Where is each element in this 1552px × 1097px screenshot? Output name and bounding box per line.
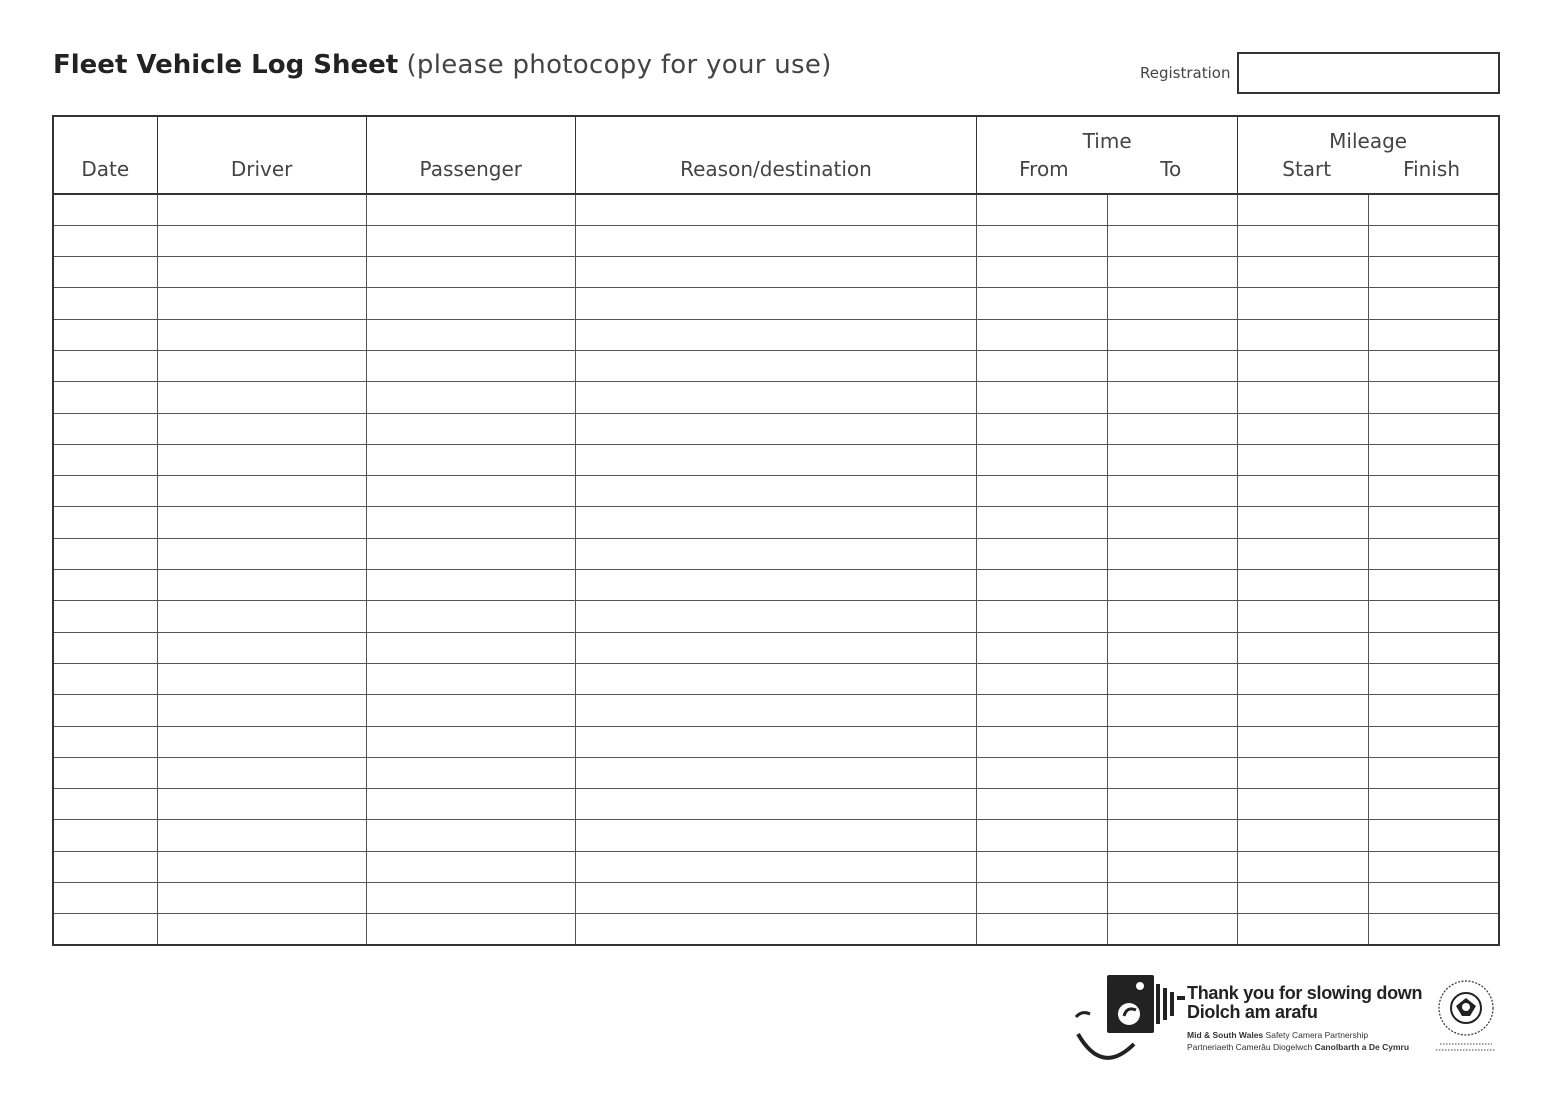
cell-time-from[interactable] — [977, 257, 1108, 288]
cell-driver[interactable] — [157, 382, 366, 413]
cell-mileage-finish[interactable] — [1368, 257, 1499, 288]
cell-mileage-finish[interactable] — [1368, 538, 1499, 569]
table-row — [53, 319, 1499, 350]
cell-driver[interactable] — [157, 883, 366, 914]
cell-mileage-start[interactable] — [1238, 444, 1369, 475]
table-row — [53, 476, 1499, 507]
cell-passenger[interactable] — [366, 476, 575, 507]
cell-date[interactable] — [53, 194, 157, 225]
mileage-finish-label: Finish — [1403, 157, 1460, 181]
cell-time-to[interactable] — [1107, 789, 1238, 820]
table-row — [53, 225, 1499, 256]
table-row — [53, 757, 1499, 788]
cell-time-from[interactable] — [977, 382, 1108, 413]
cell-date[interactable] — [53, 601, 157, 632]
cell-passenger[interactable] — [366, 695, 575, 726]
cell-reason[interactable] — [575, 476, 976, 507]
cell-date[interactable] — [53, 444, 157, 475]
cell-reason[interactable] — [575, 695, 976, 726]
cell-mileage-start[interactable] — [1238, 413, 1369, 444]
cell-passenger[interactable] — [366, 570, 575, 601]
camera-lens — [1118, 1003, 1140, 1025]
cell-mileage-finish[interactable] — [1368, 789, 1499, 820]
cell-driver[interactable] — [157, 757, 366, 788]
cell-date[interactable] — [53, 476, 157, 507]
cell-reason[interactable] — [575, 382, 976, 413]
cell-mileage-start[interactable] — [1238, 851, 1369, 882]
cell-passenger[interactable] — [366, 820, 575, 851]
cell-passenger[interactable] — [366, 507, 575, 538]
cell-mileage-finish[interactable] — [1368, 350, 1499, 381]
cell-mileage-start[interactable] — [1238, 789, 1369, 820]
table-row — [53, 695, 1499, 726]
thanks-en: Thank you for slowing down — [1187, 983, 1423, 1003]
cell-time-from[interactable] — [977, 319, 1108, 350]
cell-mileage-finish[interactable] — [1368, 695, 1499, 726]
cell-driver[interactable] — [157, 413, 366, 444]
cell-time-to[interactable] — [1107, 413, 1238, 444]
cell-mileage-finish[interactable] — [1368, 601, 1499, 632]
cell-reason[interactable] — [575, 350, 976, 381]
col-mileage — [1238, 116, 1499, 194]
cell-reason[interactable] — [575, 601, 976, 632]
mileage-start-label: Start — [1282, 157, 1332, 181]
cell-passenger[interactable] — [366, 319, 575, 350]
table-row — [53, 350, 1499, 381]
cell-passenger[interactable] — [366, 789, 575, 820]
cell-reason[interactable] — [575, 883, 976, 914]
cell-mileage-finish[interactable] — [1368, 570, 1499, 601]
table-row — [53, 883, 1499, 914]
cell-date[interactable] — [53, 883, 157, 914]
table-row — [53, 851, 1499, 882]
table-row — [53, 288, 1499, 319]
cell-passenger[interactable] — [366, 883, 575, 914]
cell-reason[interactable] — [575, 820, 976, 851]
cell-passenger[interactable] — [366, 350, 575, 381]
cell-time-from[interactable] — [977, 726, 1108, 757]
table-row — [53, 382, 1499, 413]
cell-mileage-start[interactable] — [1238, 601, 1369, 632]
cell-date[interactable] — [53, 413, 157, 444]
cell-time-from[interactable] — [977, 507, 1108, 538]
cell-time-from[interactable] — [977, 444, 1108, 475]
cell-driver[interactable] — [157, 476, 366, 507]
cell-mileage-start[interactable] — [1238, 476, 1369, 507]
cell-mileage-finish[interactable] — [1368, 288, 1499, 319]
table-row — [53, 257, 1499, 288]
smile-mouth — [1078, 1034, 1134, 1058]
cell-driver[interactable] — [157, 194, 366, 225]
cell-mileage-start[interactable] — [1238, 663, 1369, 694]
cell-mileage-start[interactable] — [1238, 726, 1369, 757]
cell-time-from[interactable] — [977, 789, 1108, 820]
cell-reason[interactable] — [575, 413, 976, 444]
cell-mileage-finish[interactable] — [1368, 757, 1499, 788]
title-subtitle: (please photocopy for your use) — [406, 50, 832, 80]
cell-time-to[interactable] — [1107, 695, 1238, 726]
log-body — [53, 194, 1499, 945]
cell-driver[interactable] — [157, 257, 366, 288]
cell-mileage-start[interactable] — [1238, 350, 1369, 381]
thanks-message — [1187, 984, 1422, 1022]
cell-time-to[interactable] — [1107, 538, 1238, 569]
cell-driver[interactable] — [157, 695, 366, 726]
cell-passenger[interactable] — [366, 225, 575, 256]
cell-time-to[interactable] — [1107, 350, 1238, 381]
cell-mileage-start[interactable] — [1238, 695, 1369, 726]
cell-mileage-start[interactable] — [1238, 288, 1369, 319]
cell-time-from[interactable] — [977, 851, 1108, 882]
table-row — [53, 789, 1499, 820]
cell-mileage-finish[interactable] — [1368, 413, 1499, 444]
cell-time-to[interactable] — [1107, 288, 1238, 319]
cell-driver[interactable] — [157, 914, 366, 945]
cell-driver[interactable] — [157, 570, 366, 601]
partner-cy: Partneriaeth Camerâu Diogelwch Canolbarth a De Cymru — [1187, 1042, 1410, 1052]
cell-reason[interactable] — [575, 757, 976, 788]
cell-reason[interactable] — [575, 538, 976, 569]
time-to-label: To — [1160, 157, 1182, 181]
cell-passenger[interactable] — [366, 601, 575, 632]
cell-mileage-start[interactable] — [1238, 538, 1369, 569]
cell-time-to[interactable] — [1107, 632, 1238, 663]
cell-time-from[interactable] — [977, 413, 1108, 444]
cell-mileage-start[interactable] — [1238, 757, 1369, 788]
table-row — [53, 413, 1499, 444]
cell-passenger[interactable] — [366, 663, 575, 694]
cell-mileage-finish[interactable] — [1368, 507, 1499, 538]
cell-date[interactable] — [53, 257, 157, 288]
cell-driver[interactable] — [157, 632, 366, 663]
cell-mileage-finish[interactable] — [1368, 726, 1499, 757]
cell-time-from[interactable] — [977, 820, 1108, 851]
cell-driver[interactable] — [157, 288, 366, 319]
table-row — [53, 507, 1499, 538]
cell-mileage-start[interactable] — [1238, 319, 1369, 350]
cell-time-to[interactable] — [1107, 663, 1238, 694]
cell-mileage-finish[interactable] — [1368, 225, 1499, 256]
cell-reason[interactable] — [575, 789, 976, 820]
cell-mileage-finish[interactable] — [1368, 914, 1499, 945]
col-passenger: Passenger — [366, 116, 575, 194]
table-row — [53, 632, 1499, 663]
cell-passenger[interactable] — [366, 757, 575, 788]
cell-mileage-start[interactable] — [1238, 382, 1369, 413]
cell-driver[interactable] — [157, 820, 366, 851]
cell-passenger[interactable] — [366, 538, 575, 569]
cell-reason[interactable] — [575, 851, 976, 882]
cell-reason[interactable] — [575, 225, 976, 256]
table-row — [53, 601, 1499, 632]
cell-time-to[interactable] — [1107, 726, 1238, 757]
cell-mileage-start[interactable] — [1238, 914, 1369, 945]
table-row — [53, 820, 1499, 851]
cell-date[interactable] — [53, 570, 157, 601]
cell-time-to[interactable] — [1107, 851, 1238, 882]
cell-driver[interactable] — [157, 444, 366, 475]
title-bold: Fleet Vehicle Log Sheet — [53, 50, 399, 80]
table-row — [53, 663, 1499, 694]
cell-driver[interactable] — [157, 601, 366, 632]
cell-mileage-start[interactable] — [1238, 225, 1369, 256]
cell-date[interactable] — [53, 632, 157, 663]
cell-time-to[interactable] — [1107, 883, 1238, 914]
cell-date[interactable] — [53, 663, 157, 694]
cell-mileage-start[interactable] — [1238, 507, 1369, 538]
cell-driver[interactable] — [157, 538, 366, 569]
col-time — [977, 116, 1238, 194]
cell-reason[interactable] — [575, 914, 976, 945]
cell-mileage-finish[interactable] — [1368, 632, 1499, 663]
cell-time-from[interactable] — [977, 570, 1108, 601]
cell-date[interactable] — [53, 695, 157, 726]
cell-mileage-finish[interactable] — [1368, 194, 1499, 225]
partnership-seal-icon — [1430, 976, 1502, 1054]
cell-time-to[interactable] — [1107, 319, 1238, 350]
cell-time-to[interactable] — [1107, 257, 1238, 288]
cell-time-from[interactable] — [977, 663, 1108, 694]
table-row — [53, 538, 1499, 569]
cell-mileage-start[interactable] — [1238, 194, 1369, 225]
cell-passenger[interactable] — [366, 632, 575, 663]
cell-driver[interactable] — [157, 663, 366, 694]
cell-date[interactable] — [53, 851, 157, 882]
col-driver: Driver — [157, 116, 366, 194]
camera-flash — [1135, 981, 1145, 991]
cell-time-to[interactable] — [1107, 476, 1238, 507]
cell-date[interactable] — [53, 288, 157, 319]
cell-reason[interactable] — [575, 288, 976, 319]
cell-driver[interactable] — [157, 726, 366, 757]
cell-mileage-start[interactable] — [1238, 570, 1369, 601]
col-reason: Reason/destination — [575, 116, 976, 194]
cell-time-from[interactable] — [977, 288, 1108, 319]
cell-passenger[interactable] — [366, 257, 575, 288]
cell-reason[interactable] — [575, 444, 976, 475]
cell-time-from[interactable] — [977, 194, 1108, 225]
cell-time-from[interactable] — [977, 695, 1108, 726]
cell-reason[interactable] — [575, 663, 976, 694]
cell-mileage-finish[interactable] — [1368, 444, 1499, 475]
cell-passenger[interactable] — [366, 444, 575, 475]
col-date: Date — [53, 116, 157, 194]
table-row — [53, 194, 1499, 225]
cell-time-from[interactable] — [977, 914, 1108, 945]
cell-driver[interactable] — [157, 319, 366, 350]
cell-time-to[interactable] — [1107, 507, 1238, 538]
cell-time-from[interactable] — [977, 350, 1108, 381]
cell-time-from[interactable] — [977, 476, 1108, 507]
log-table — [52, 115, 1500, 946]
mileage-label: Mileage — [1329, 129, 1408, 153]
cell-date[interactable] — [53, 382, 157, 413]
cell-date[interactable] — [53, 820, 157, 851]
cell-passenger[interactable] — [366, 851, 575, 882]
cell-time-from[interactable] — [977, 632, 1108, 663]
cell-mileage-finish[interactable] — [1368, 851, 1499, 882]
cell-time-from[interactable] — [977, 538, 1108, 569]
header-row — [53, 116, 1499, 194]
cell-time-from[interactable] — [977, 757, 1108, 788]
cell-time-to[interactable] — [1107, 601, 1238, 632]
cell-passenger[interactable] — [366, 288, 575, 319]
cell-reason[interactable] — [575, 257, 976, 288]
cell-mileage-finish[interactable] — [1368, 382, 1499, 413]
table-row — [53, 914, 1499, 945]
cell-mileage-start[interactable] — [1238, 883, 1369, 914]
thanks-cy: Diolch am arafu — [1187, 1002, 1318, 1022]
registration-field[interactable] — [1237, 52, 1500, 94]
cell-date[interactable] — [53, 757, 157, 788]
table-row — [53, 726, 1499, 757]
cell-mileage-finish[interactable] — [1368, 820, 1499, 851]
cell-driver[interactable] — [157, 350, 366, 381]
cell-date[interactable] — [53, 789, 157, 820]
page-title — [53, 50, 832, 80]
cell-date[interactable] — [53, 350, 157, 381]
cell-date[interactable] — [53, 914, 157, 945]
time-from-label: From — [1019, 157, 1069, 181]
smile-eye-left — [1076, 1013, 1090, 1017]
cell-reason[interactable] — [575, 726, 976, 757]
registration-label: Registration — [1140, 64, 1231, 82]
cell-reason[interactable] — [575, 632, 976, 663]
cell-mileage-finish[interactable] — [1368, 883, 1499, 914]
cell-passenger[interactable] — [366, 726, 575, 757]
cell-reason[interactable] — [575, 570, 976, 601]
cell-passenger[interactable] — [366, 413, 575, 444]
cell-passenger[interactable] — [366, 194, 575, 225]
cell-driver[interactable] — [157, 507, 366, 538]
cell-time-to[interactable] — [1107, 225, 1238, 256]
cell-time-to[interactable] — [1107, 757, 1238, 788]
cell-date[interactable] — [53, 319, 157, 350]
partner-en: Mid & South Wales Safety Camera Partnership — [1187, 1030, 1369, 1040]
cell-time-to[interactable] — [1107, 570, 1238, 601]
cell-driver[interactable] — [157, 225, 366, 256]
cell-time-from[interactable] — [977, 225, 1108, 256]
cell-date[interactable] — [53, 225, 157, 256]
cell-mileage-finish[interactable] — [1368, 476, 1499, 507]
cell-date[interactable] — [53, 726, 157, 757]
cell-driver[interactable] — [157, 851, 366, 882]
cell-passenger[interactable] — [366, 914, 575, 945]
cell-time-to[interactable] — [1107, 194, 1238, 225]
cell-time-to[interactable] — [1107, 820, 1238, 851]
cell-passenger[interactable] — [366, 382, 575, 413]
cell-mileage-start[interactable] — [1238, 257, 1369, 288]
cell-time-to[interactable] — [1107, 382, 1238, 413]
table-row — [53, 570, 1499, 601]
cell-date[interactable] — [53, 538, 157, 569]
cell-mileage-start[interactable] — [1238, 632, 1369, 663]
cell-time-from[interactable] — [977, 883, 1108, 914]
cell-mileage-finish[interactable] — [1368, 663, 1499, 694]
cell-reason[interactable] — [575, 507, 976, 538]
cell-time-to[interactable] — [1107, 914, 1238, 945]
table-row — [53, 444, 1499, 475]
time-label: Time — [1082, 129, 1132, 153]
cell-mileage-start[interactable] — [1238, 820, 1369, 851]
cell-reason[interactable] — [575, 194, 976, 225]
cell-time-to[interactable] — [1107, 444, 1238, 475]
cell-driver[interactable] — [157, 789, 366, 820]
cell-reason[interactable] — [575, 319, 976, 350]
cell-time-from[interactable] — [977, 601, 1108, 632]
cell-date[interactable] — [53, 507, 157, 538]
cell-mileage-finish[interactable] — [1368, 319, 1499, 350]
